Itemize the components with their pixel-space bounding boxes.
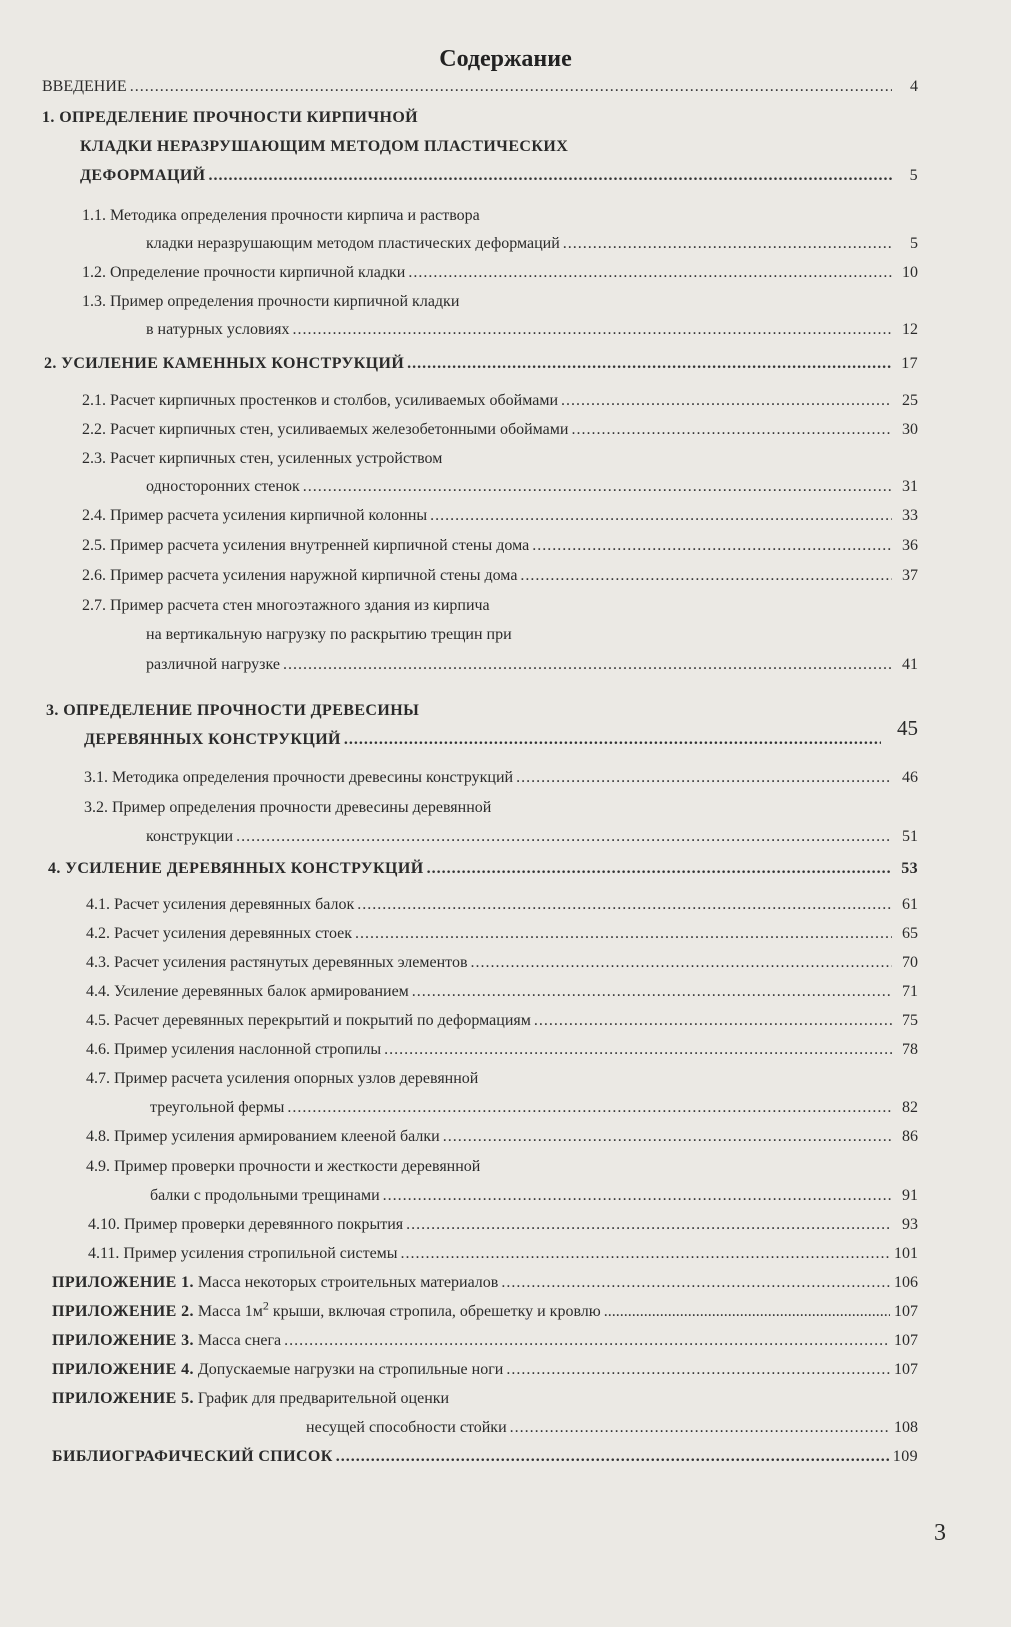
toc-page-number: 5 (910, 235, 918, 252)
toc-entry-title: кладки неразрушающим методом пластических деформаций (146, 235, 560, 252)
toc-section-3-line-2[interactable] (84, 731, 885, 749)
toc-entry-4-5[interactable] (86, 1012, 918, 1030)
toc-page-number: 93 (902, 1216, 918, 1233)
dot-leader (344, 731, 881, 749)
dot-leader (561, 392, 892, 410)
appendix-label: ПРИЛОЖЕНИЕ 4. (52, 1361, 194, 1378)
toc-page-number: 61 (902, 896, 918, 913)
toc-entry-4-7-line-2[interactable] (150, 1099, 918, 1117)
toc-page-number: 30 (902, 421, 918, 438)
toc-page-number: 75 (902, 1012, 918, 1029)
toc-entry-4-7-line-1[interactable] (86, 1070, 478, 1088)
dot-leader (563, 235, 892, 253)
dot-leader (516, 769, 892, 787)
toc-entry-2-2[interactable] (82, 421, 918, 439)
toc-page-number: 41 (902, 656, 918, 673)
superscript: 2 (262, 1298, 269, 1313)
dot-leader (471, 954, 892, 972)
dot-leader (336, 1448, 889, 1466)
toc-entry-introduction[interactable] (42, 78, 918, 96)
dot-leader (430, 507, 892, 525)
dot-leader (357, 896, 892, 914)
toc-page-number: 101 (894, 1245, 918, 1262)
dot-leader (292, 321, 892, 339)
toc-entry-title: 2.5. Пример расчета усиления внутренней кирпичной стены дома (82, 537, 530, 554)
toc-entry-title: 4. УСИЛЕНИЕ ДЕРЕВЯННЫХ КОНСТРУКЦИЙ (48, 860, 424, 877)
toc-entry-title: 3. ОПРЕДЕЛЕНИЕ ПРОЧНОСТИ ДРЕВЕСИНЫ (46, 702, 420, 719)
toc-entry-3-2-line-2[interactable] (146, 828, 918, 846)
appendix-label: ПРИЛОЖЕНИЕ 1. (52, 1274, 194, 1291)
dot-leader (501, 1274, 890, 1292)
toc-entry-title: 2.1. Расчет кирпичных простенков и столбов, усиливаемых обоймами (82, 392, 559, 409)
toc-entry-4-2[interactable] (86, 925, 918, 943)
toc-entry-title: в натурных условиях (146, 321, 290, 338)
toc-page-number: 5 (909, 167, 918, 184)
dot-leader (532, 537, 892, 555)
toc-page-number: 86 (902, 1128, 918, 1145)
toc-entry-title: 3.2. Пример определения прочности древесины деревянной (84, 799, 492, 816)
dot-leader (406, 1216, 892, 1234)
dot-leader (427, 860, 892, 878)
toc-entry-2-7-line-1[interactable] (82, 597, 490, 615)
toc-page-number: 65 (902, 925, 918, 942)
toc-entry-title: 2.3. Расчет кирпичных стен, усиленных устройством (82, 450, 443, 467)
toc-page-number: 31 (902, 478, 918, 495)
appendix-label: ПРИЛОЖЕНИЕ 5. (52, 1390, 194, 1407)
dot-leader (407, 355, 892, 373)
appendix-title: крыши, включая стропила, обрешетку и кровлю (268, 1303, 601, 1320)
toc-page-number: 109 (892, 1448, 918, 1465)
toc-entry-title: треугольной фермы (150, 1099, 285, 1116)
toc-page-number: 17 (901, 355, 918, 372)
toc-page-number: 46 (902, 769, 918, 786)
toc-page-number: 51 (902, 828, 918, 845)
toc-page-number: 106 (894, 1274, 918, 1291)
toc-entry-title: балки с продольными трещинами (150, 1187, 380, 1204)
toc-page-number: 107 (894, 1332, 918, 1349)
dot-leader (412, 983, 892, 1001)
toc-entry-2-1[interactable] (82, 392, 918, 410)
toc-entry-1-3-line-1[interactable] (82, 293, 459, 311)
toc-entry-1-1-line-1[interactable] (82, 207, 480, 225)
toc-entry-title: ВВЕДЕНИЕ (42, 78, 127, 95)
toc-entry-4-1[interactable] (86, 896, 918, 914)
toc-entry-2-3-line-2[interactable] (146, 478, 918, 496)
toc-entry-title: односторонних стенок (146, 478, 300, 495)
toc-entry-title: 4.8. Пример усиления армированием клееной балки (86, 1128, 440, 1145)
toc-entry-title: различной нагрузке (146, 656, 280, 673)
toc-entry-4-3[interactable] (86, 954, 918, 972)
toc-appendix-1[interactable] (52, 1274, 918, 1292)
dot-leader (506, 1361, 890, 1379)
toc-entry-title: 4.2. Расчет усиления деревянных стоек (86, 925, 353, 942)
dot-leader (284, 1332, 890, 1350)
toc-entry-4-10[interactable] (88, 1216, 918, 1234)
toc-entry-4-6[interactable] (86, 1041, 918, 1059)
toc-page-number: 70 (902, 954, 918, 971)
toc-entry-title: 4.3. Расчет усиления растянутых деревянных элементов (86, 954, 468, 971)
toc-page-number: 10 (902, 264, 918, 281)
toc-entry-4-11[interactable] (88, 1245, 918, 1263)
appendix-label: ПРИЛОЖЕНИЕ 2. (52, 1303, 194, 1320)
appendix-title: График для предварительной оценки (197, 1390, 450, 1407)
toc-entry-1-2[interactable] (82, 264, 918, 282)
toc-entry-title: 1.1. Методика определения прочности кирпича и раствора (82, 207, 480, 224)
toc-entry-title: на вертикальную нагрузку по раскрытию трещин при (146, 626, 512, 643)
toc-entry-title: 4.6. Пример усиления наслонной стропилы (86, 1041, 382, 1058)
toc-entry-title: 1. ОПРЕДЕЛЕНИЕ ПРОЧНОСТИ КИРПИЧНОЙ (42, 109, 419, 126)
toc-entry-2-6[interactable] (82, 567, 918, 585)
toc-section-1-line-1[interactable] (42, 109, 418, 127)
dot-leader (384, 1041, 892, 1059)
toc-entry-2-7-line-3[interactable] (146, 656, 918, 674)
toc-entry-2-7-line-2[interactable] (146, 626, 512, 644)
toc-entry-title: 4.10. Пример проверки деревянного покрытия (88, 1216, 404, 1233)
dot-leader (209, 167, 892, 185)
toc-bibliography[interactable] (52, 1448, 918, 1466)
toc-page-number: 107 (894, 1361, 918, 1378)
toc-entry-2-3-line-1[interactable] (82, 450, 442, 468)
toc-appendix-5-line-2[interactable] (306, 1419, 918, 1437)
toc-page-number: 91 (902, 1187, 918, 1204)
dot-leader (571, 421, 892, 439)
toc-entry-title: 4.5. Расчет деревянных перекрытий и покрытий по деформациям (86, 1012, 531, 1029)
toc-entry-4-8[interactable] (86, 1128, 918, 1146)
dot-leader (408, 264, 892, 282)
toc-entry-title: 4.9. Пример проверки прочности и жесткости деревянной (86, 1158, 481, 1175)
page-number: 3 (934, 1520, 946, 1546)
dot-leader (287, 1099, 892, 1117)
appendix-title: Масса некоторых строительных материалов (197, 1274, 499, 1291)
dot-leader (520, 567, 892, 585)
toc-entry-title: 2.2. Расчет кирпичных стен, усиливаемых железобетонными обоймами (82, 421, 569, 438)
toc-section-1-line-3[interactable] (80, 167, 918, 185)
dot-leader (236, 828, 892, 846)
toc-entry-3-2-line-1[interactable] (84, 799, 491, 817)
toc-entry-title: БИБЛИОГРАФИЧЕСКИЙ СПИСОК (52, 1448, 333, 1465)
toc-entry-4-4[interactable] (86, 983, 918, 1001)
appendix-title: Масса 1м (197, 1303, 263, 1320)
toc-entry-title: ДЕРЕВЯННЫХ КОНСТРУКЦИЙ (84, 731, 341, 748)
toc-entry-title: 3.1. Методика определения прочности древесины конструкций (84, 769, 514, 786)
dot-leader (303, 478, 892, 496)
toc-entry-2-5[interactable] (82, 537, 918, 555)
toc-page-number: 4 (910, 78, 918, 95)
toc-entry-title: 4.4. Усиление деревянных балок армированием (86, 983, 409, 1000)
toc-entry-1-3-line-2[interactable] (146, 321, 918, 339)
toc-entry-3-1[interactable] (84, 769, 918, 787)
toc-entry-title: конструкции (146, 828, 234, 845)
appendix-label: ПРИЛОЖЕНИЕ 3. (52, 1332, 194, 1349)
toc-page-number: 25 (902, 392, 918, 409)
toc-entry-title: КЛАДКИ НЕРАЗРУШАЮЩИМ МЕТОДОМ ПЛАСТИЧЕСКИХ (80, 138, 569, 155)
toc-page-number: 71 (902, 983, 918, 1000)
toc-appendix-2[interactable] (52, 1298, 918, 1321)
dot-leader (534, 1012, 892, 1030)
toc-section-2[interactable] (44, 355, 918, 373)
toc-page-number: 12 (902, 321, 918, 338)
toc-entry-title: 2.6. Пример расчета усиления наружной кирпичной стены дома (82, 567, 518, 584)
toc-entry-title: 1.3. Пример определения прочности кирпичной кладки (82, 293, 460, 310)
toc-page-number: 37 (902, 567, 918, 584)
toc-page-number: 82 (902, 1099, 918, 1116)
toc-entry-title: 4.7. Пример расчета усиления опорных узлов деревянной (86, 1070, 479, 1087)
toc-entry-4-9-line-1[interactable] (86, 1158, 480, 1176)
dot-leader (355, 925, 892, 943)
toc-entry-2-4[interactable] (82, 507, 918, 525)
toc-page-number: 45 (897, 716, 918, 740)
toc-appendix-5-line-1[interactable] (52, 1390, 449, 1408)
dot-leader (283, 656, 892, 674)
toc-appendix-4[interactable] (52, 1361, 918, 1379)
toc-entry-title: 4.11. Пример усиления стропильной системы (88, 1245, 398, 1262)
dot-leader (443, 1128, 892, 1146)
toc-entry-title: 2.4. Пример расчета усиления кирпичной колонны (82, 507, 428, 524)
dot-leader (510, 1419, 890, 1437)
toc-section-4[interactable] (48, 860, 918, 878)
toc-page-number: 107 (894, 1303, 918, 1320)
toc-entry-title: 2.7. Пример расчета стен многоэтажного здания из кирпича (82, 597, 490, 614)
appendix-title: Допускаемые нагрузки на стропильные ноги (197, 1361, 504, 1378)
dot-leader (604, 1303, 890, 1321)
dot-leader (401, 1245, 890, 1263)
toc-page-number: 78 (902, 1041, 918, 1058)
appendix-title: Масса снега (197, 1332, 282, 1349)
toc-page-number: 53 (901, 860, 918, 877)
toc-page-number: 36 (902, 537, 918, 554)
toc-section-3-line-1[interactable] (46, 702, 419, 720)
toc-section-1-line-2[interactable] (80, 138, 568, 156)
toc-entry-title: 2. УСИЛЕНИЕ КАМЕННЫХ КОНСТРУКЦИЙ (44, 355, 405, 372)
dot-leader (383, 1187, 892, 1205)
dot-leader (130, 78, 892, 96)
toc-entry-1-1-line-2[interactable] (146, 235, 918, 253)
toc-entry-title: 1.2. Определение прочности кирпичной кладки (82, 264, 406, 281)
toc-appendix-3[interactable] (52, 1332, 918, 1350)
toc-page-number: 33 (902, 507, 918, 524)
toc-page-number: 108 (894, 1419, 918, 1436)
page-title: Содержание (439, 46, 572, 72)
toc-entry-title: ДЕФОРМАЦИЙ (80, 167, 206, 184)
toc-entry-title: 4.1. Расчет усиления деревянных балок (86, 896, 355, 913)
toc-entry-4-9-line-2[interactable] (150, 1187, 918, 1205)
appendix-title: несущей способности стойки (306, 1419, 507, 1436)
